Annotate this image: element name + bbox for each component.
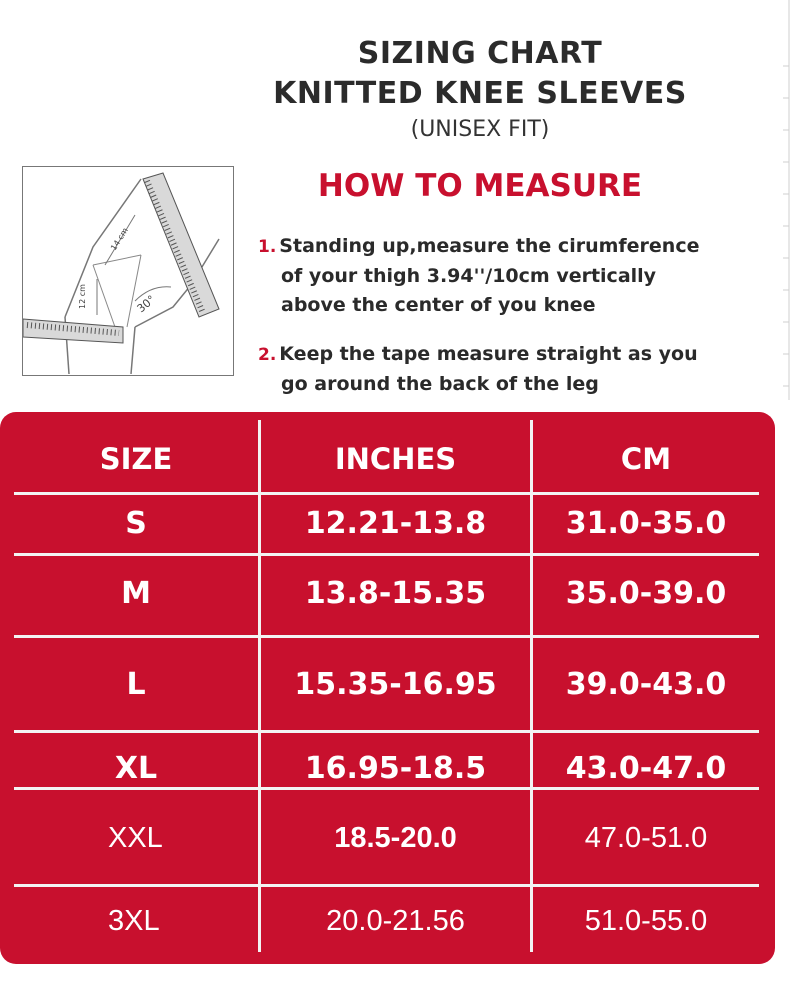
header-size: SIZE xyxy=(99,442,173,476)
row-divider-3 xyxy=(14,635,759,638)
row-divider-1 xyxy=(14,492,759,495)
row-s-inches: 12.21-13.8 xyxy=(304,505,487,541)
row-divider-6 xyxy=(14,884,759,887)
leg-outline-left xyxy=(65,179,141,317)
row-xl-cm: 43.0-47.0 xyxy=(565,750,727,786)
calf-tape-measure xyxy=(23,319,123,343)
step-1-line-1 xyxy=(258,232,778,262)
step-2-line-1 xyxy=(258,340,778,370)
row-l-size: L xyxy=(126,666,146,702)
thigh-tape-measure xyxy=(143,173,219,317)
calf-length-label: 12 cm xyxy=(78,284,87,309)
step-2-text-1: Keep the tape measure straight as you xyxy=(279,343,698,365)
row-xxl-inches: 18.5-20.0 xyxy=(334,821,457,854)
row-3xl-inches: 20.0-21.56 xyxy=(326,904,465,937)
header-inches: INCHES xyxy=(334,442,457,476)
step-1-line-2: of your thigh 3.94''/10cm vertically xyxy=(281,265,657,287)
leg-outline-shin-right xyxy=(131,327,135,374)
title-line-2: KNITTED KNEE SLEEVES xyxy=(273,76,687,111)
header-cm: CM xyxy=(620,442,672,476)
row-m-cm: 35.0-39.0 xyxy=(565,575,727,611)
row-m-inches: 13.8-15.35 xyxy=(304,575,487,611)
row-xl-inches: 16.95-18.5 xyxy=(304,750,487,786)
step-1-line-3: above the center of you knee xyxy=(281,294,596,316)
step-2-line-2: go around the back of the leg xyxy=(281,373,599,395)
row-l-cm: 39.0-43.0 xyxy=(565,666,727,702)
edge-ruler-marks xyxy=(770,0,790,400)
title-subtitle: (UNISEX FIT) xyxy=(410,117,550,142)
step-1-text-1: Standing up,measure the cirumference xyxy=(279,235,700,257)
knee-measure-diagram xyxy=(22,166,234,376)
title-line-1: SIZING CHART xyxy=(357,36,603,71)
measure-step-2 xyxy=(258,340,778,399)
measure-step-1 xyxy=(258,232,778,320)
how-to-measure-heading: HOW TO MEASURE xyxy=(317,168,643,204)
row-l-inches: 15.35-16.95 xyxy=(294,666,497,702)
row-xxl-cm: 47.0-51.0 xyxy=(584,821,708,854)
row-s-size: S xyxy=(125,505,147,541)
angle-label: 30° xyxy=(134,292,158,316)
sizing-table xyxy=(0,412,775,964)
step-1-number: 1. xyxy=(258,237,277,257)
step-2-number: 2. xyxy=(258,345,277,365)
row-s-cm: 31.0-35.0 xyxy=(565,505,727,541)
row-xl-size: XL xyxy=(114,750,158,786)
row-xxl-size: XXL xyxy=(108,821,163,854)
row-3xl-size: 3XL xyxy=(108,904,160,937)
knee-line-left xyxy=(93,265,115,327)
row-divider-4 xyxy=(14,730,759,733)
knee-line-right xyxy=(127,255,141,327)
row-m-size: M xyxy=(121,575,151,611)
knee-leg-illustration xyxy=(23,167,232,374)
row-3xl-cm: 51.0-55.0 xyxy=(584,904,708,937)
row-divider-2 xyxy=(14,553,759,556)
thigh-length-label: 14 cm xyxy=(109,226,130,253)
knee-line-top xyxy=(93,255,141,265)
